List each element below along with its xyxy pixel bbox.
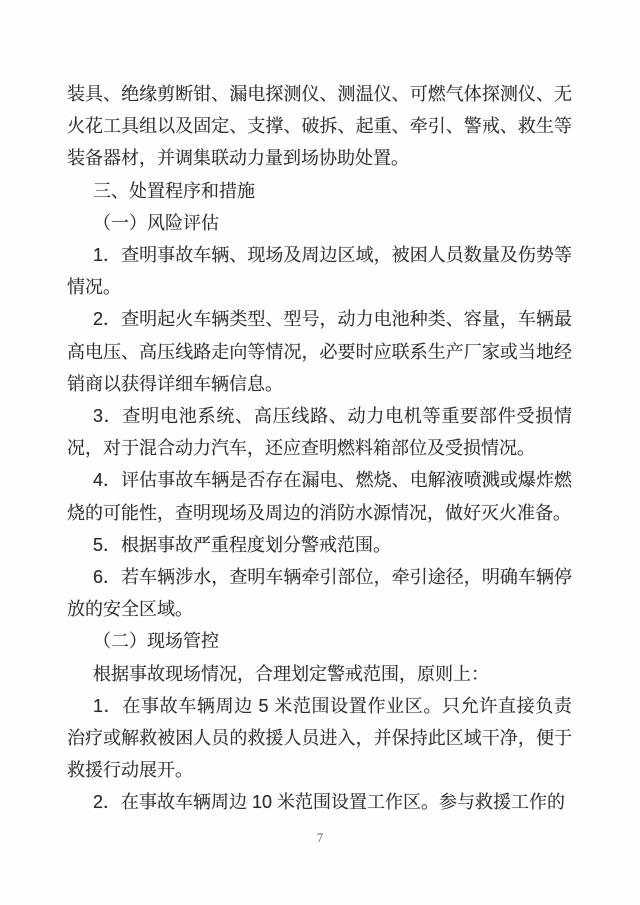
risk-item-6: 6．若车辆涉水，查明车辆牵引部位，牵引途径，明确车辆停放的安全区域。 bbox=[67, 567, 572, 620]
continuation-paragraph: 装具、绝缘剪断钳、漏电探测仪、测温仪、可燃气体探测仪、无火花工具组以及固定、支撑、破拆、起重、牵引、警戒、救生等装备器材，并调集联动力量到场协助处置。 bbox=[67, 84, 572, 169]
risk-item-3: 3．查明电池系统、高压线路、动力电机等重要部件受损情况，对于混合动力汽车，还应查明燃料箱部位及受损情况。 bbox=[67, 406, 572, 459]
risk-item-5: 5．根据事故严重程度划分警戒范围。 bbox=[93, 534, 392, 555]
risk-item-4: 4．评估事故车辆是否存在漏电、燃烧、电解液喷溅或爆炸燃烧的可能性，查明现场及周边的消防水源情况，做好灭火准备。 bbox=[67, 470, 572, 523]
page-body bbox=[67, 78, 572, 819]
risk-item-2: 2．查明起火车辆类型、型号，动力电池种类、容量，车辆最高电压、高压线路走向等情况，必要时应联系生产厂家或当地经销商以获得详细车辆信息。 bbox=[67, 309, 572, 394]
section-heading-procedures-and-measures: 三、处置程序和措施 bbox=[93, 180, 255, 201]
control-item-1: 1．在事故车辆周边 5 米范围设置作业区。只允许直接负责治疗或解救被困人员的救援人员进入，并保持此区域干净，便于救援行动展开。 bbox=[67, 695, 572, 781]
subsection-heading-scene-control: （二）现场管控 bbox=[93, 631, 219, 652]
control-item-2: 2．在事故车辆周边 10 米范围设置工作区。参与救援工作的 bbox=[93, 792, 566, 813]
subsection-heading-risk-assessment: （一）风险评估 bbox=[93, 212, 219, 233]
page-number: 7 bbox=[316, 830, 324, 845]
scene-control-intro: 根据事故现场情况，合理划定警戒范围，原则上： bbox=[93, 663, 489, 684]
risk-item-1: 1．查明事故车辆、现场及周边区域，被困人员数量及伤势等情况。 bbox=[67, 245, 572, 298]
